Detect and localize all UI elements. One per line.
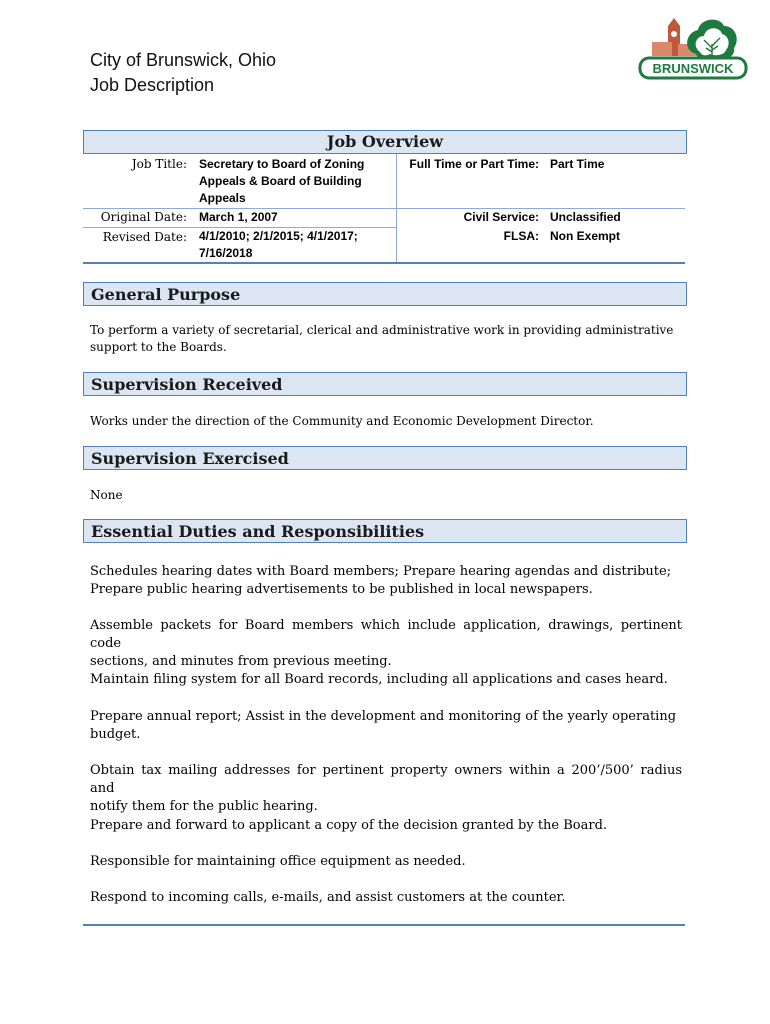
duty-item: Schedules hearing dates with Board members; Prepare hearing agendas and distribute; Prepare public hearing advertisements to be published in local newspapers.: [90, 564, 672, 597]
org-name: City of Brunswick, Ohio: [90, 50, 277, 70]
general-purpose-heading: General Purpose: [83, 282, 687, 306]
supervision-exercised-text: None: [90, 488, 123, 502]
original-date-value: March 1, 2007: [199, 210, 278, 224]
time-label: Full Time or Part Time:: [409, 157, 539, 171]
civil-service-value: Unclassified: [550, 210, 621, 224]
duties-heading: Essential Duties and Responsibilities: [83, 519, 687, 543]
job-title-label: Job Title:: [131, 157, 187, 171]
flsa-label: FLSA:: [503, 229, 539, 243]
doc-type: Job Description: [90, 75, 215, 95]
flsa-value: Non Exempt: [550, 229, 621, 243]
supervision-exercised-heading: Supervision Exercised: [83, 446, 687, 470]
duty-item: Responsible for maintaining office equipment as needed.: [90, 854, 466, 869]
bottom-rule: [83, 924, 685, 926]
duty-item: Respond to incoming calls, e-mails, and assist customers at the counter.: [90, 890, 566, 905]
brunswick-logo: [638, 14, 748, 82]
supervision-received-heading: Supervision Received: [83, 372, 687, 396]
time-value: Part Time: [550, 157, 605, 171]
original-date-label: Original Date:: [100, 210, 187, 224]
overview-bottom-line: [83, 262, 685, 264]
general-purpose-text: To perform a variety of secretarial, clerical and administrative work in providing administrative support to the Boards.: [90, 323, 674, 354]
document-header: [90, 48, 276, 98]
supervision-received-text: Works under the direction of the Community and Economic Development Director.: [90, 414, 594, 428]
job-title-value: Secretary to Board of Zoning Appeals & Board of Building Appeals: [199, 157, 365, 205]
civil-service-label: Civil Service:: [463, 210, 539, 224]
revised-date-value: 4/1/2010; 2/1/2015; 4/1/2017; 7/16/2018: [199, 229, 358, 260]
duty-item: Obtain tax mailing addresses for pertinent property owners within a 200’/500’ radius and notify them for the public hearing.: [90, 763, 682, 814]
duty-item: Assemble packets for Board members which include application, drawings, pertinent code sections, and minutes from previous meeting.: [90, 618, 682, 669]
duty-item: Prepare annual report; Assist in the development and monitoring of the yearly operating budget.: [90, 709, 677, 742]
revised-date-label: Revised Date:: [102, 230, 187, 244]
duty-item: Maintain filing system for all Board records, including all applications and cases heard.: [90, 672, 668, 687]
job-overview-heading: Job Overview: [83, 130, 687, 154]
logo-text: BRUNSWICK: [652, 61, 734, 76]
duty-item: Prepare and forward to applicant a copy of the decision granted by the Board.: [90, 818, 608, 833]
